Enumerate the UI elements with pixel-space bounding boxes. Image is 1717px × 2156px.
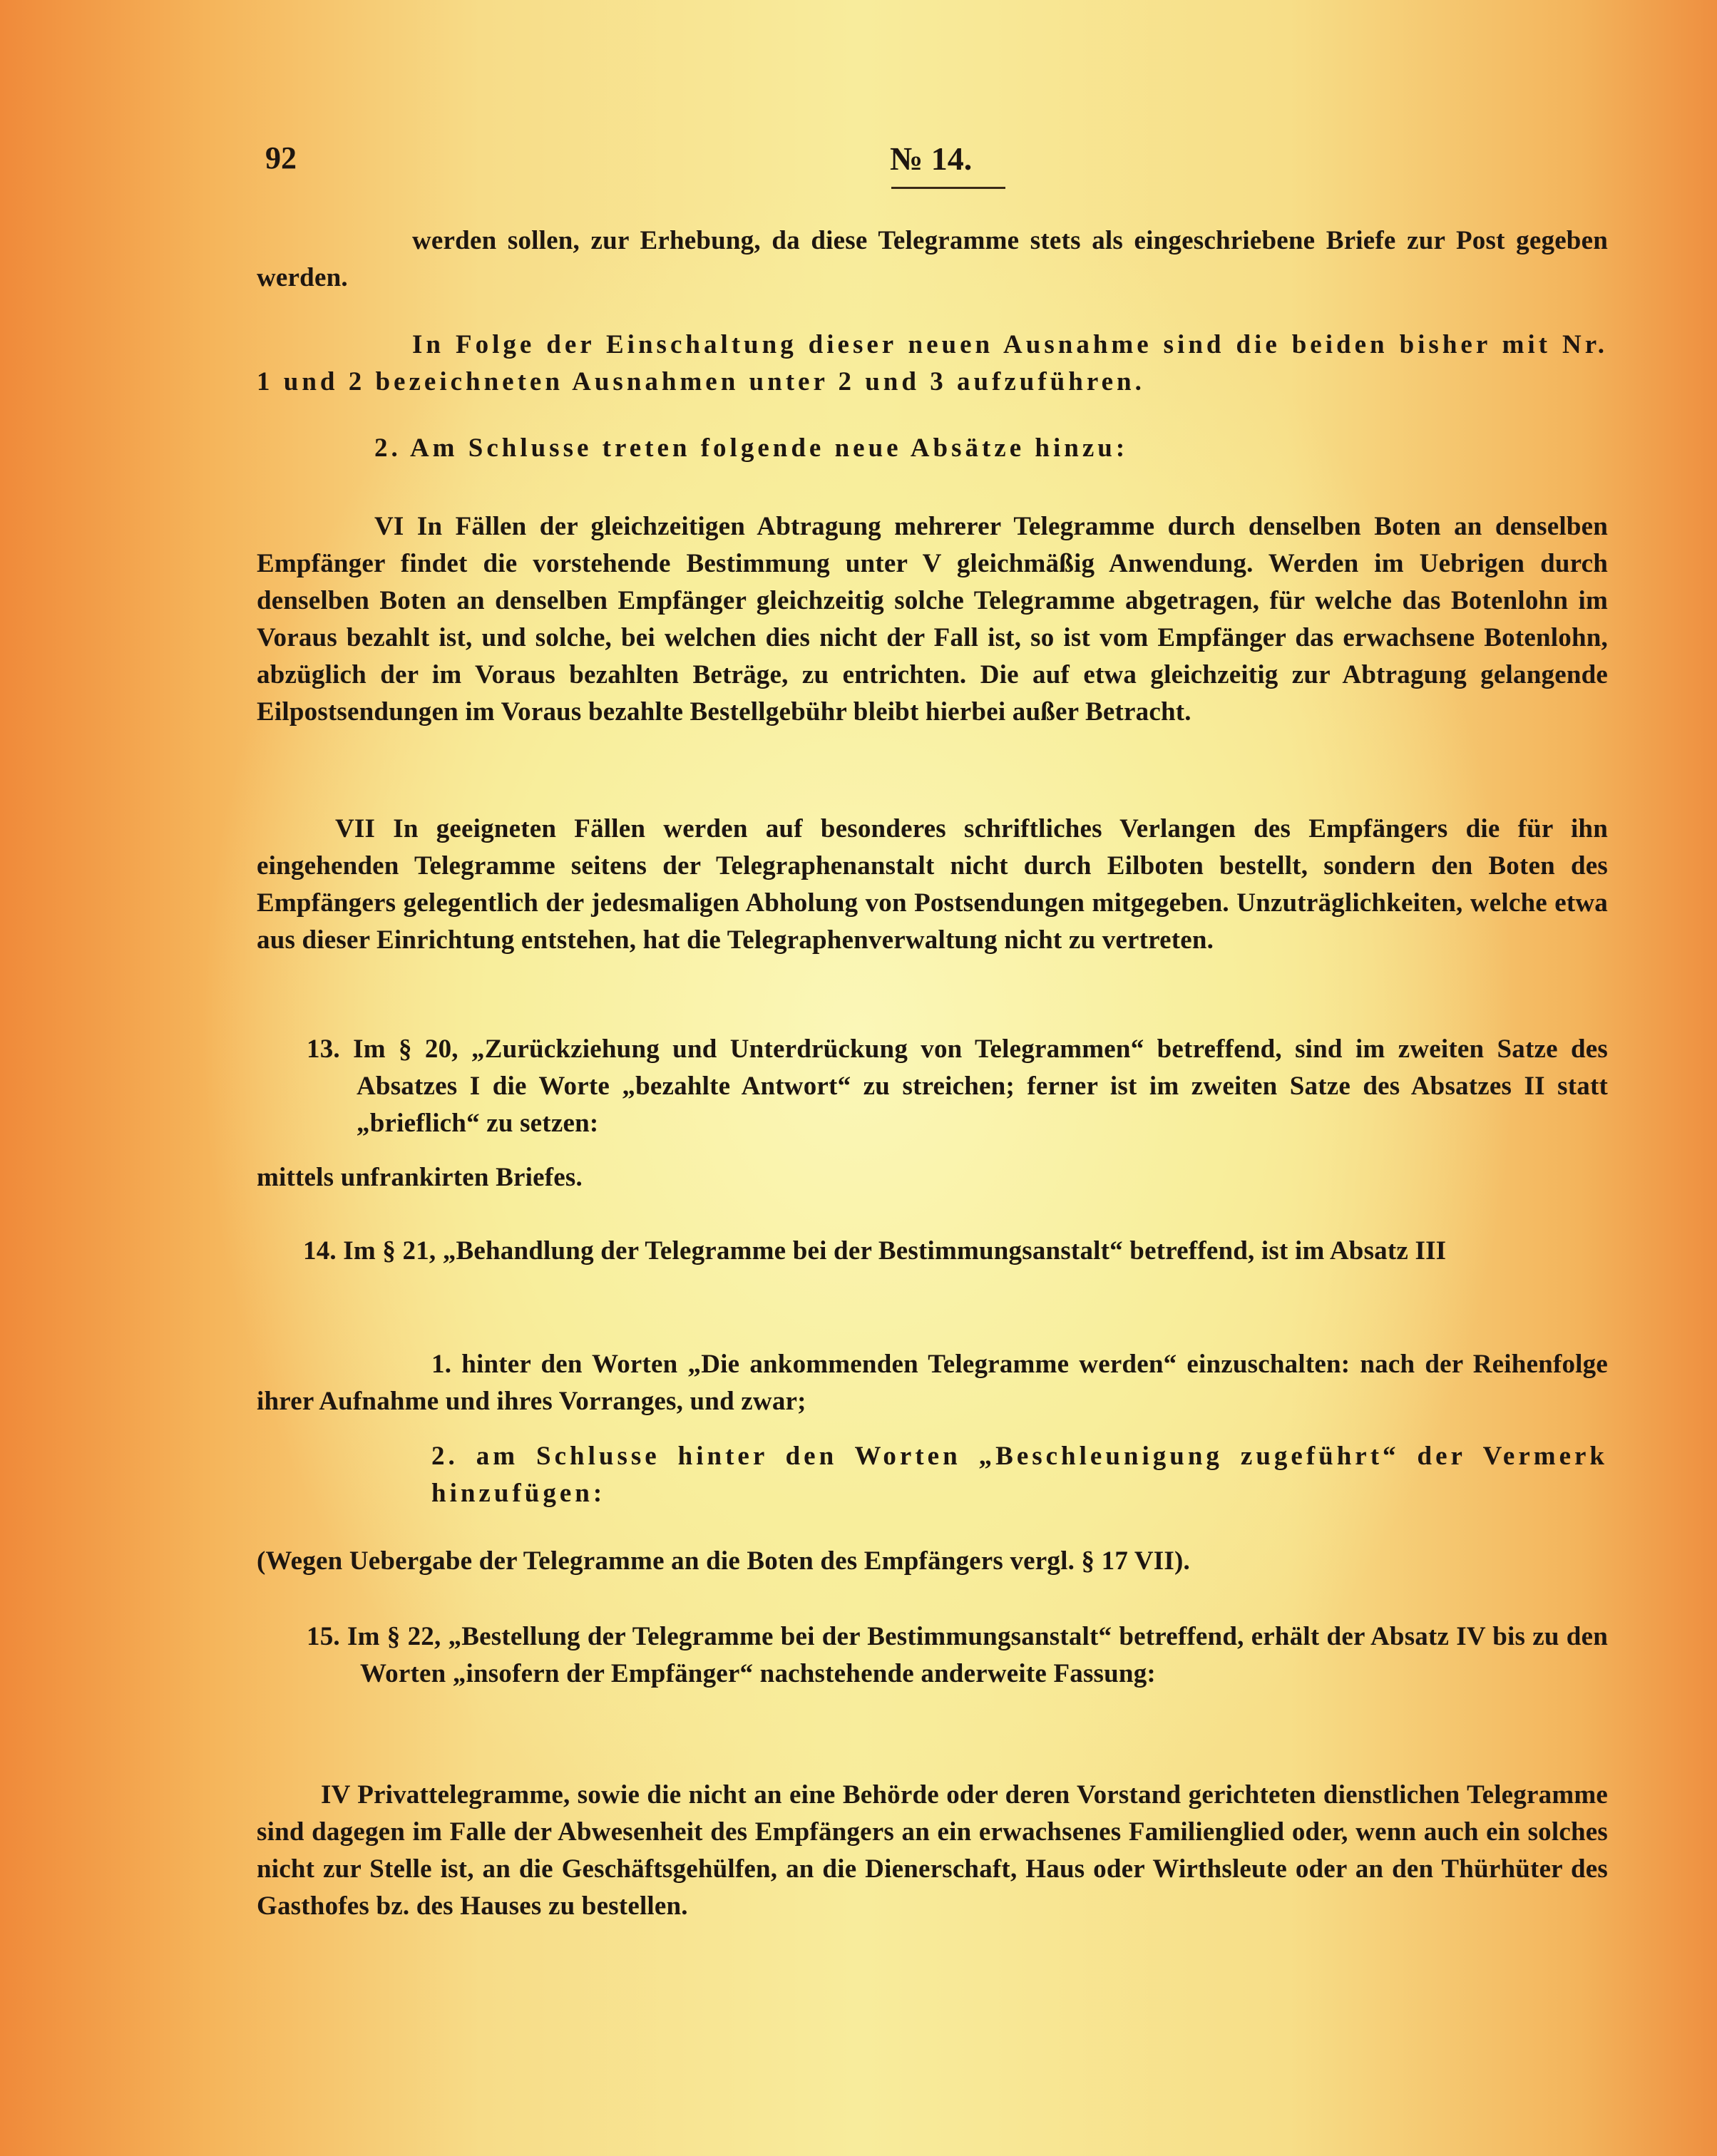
paragraph-renumbering: In Folge der Einschaltung dieser neuen Ausnahme sind die beiden bisher mit Nr. 1 und 2 bezeichneten Ausnahmen unter 2 und 3 aufzuführen.	[257, 330, 1608, 396]
issue-number: № 14.	[890, 140, 973, 177]
paragraph-replacement-text: mittels unfrankirten Briefes.	[257, 1163, 583, 1192]
page-number: 92	[265, 140, 297, 175]
paragraph-item-14-2: 2. am Schlusse hinter den Worten „Beschleunigung zugeführt“ der Vermerk hinzufügen:	[431, 1442, 1608, 1508]
paragraph-item-13: 13. Im § 20, „Zurückziehung und Unterdrückung von Telegrammen“ betreffend, sind im zweiten Satze des Absatzes I die Worte „bezahlte Antwort“ zu streichen; ferner ist im zweiten Satze des Absatzes II statt „brieflich“ zu setzen:	[307, 1035, 1608, 1138]
paragraph-item-2: 2. Am Schlusse treten folgende neue Absätze hinzu:	[374, 433, 1129, 463]
paragraph-section-vi: VI In Fällen der gleichzeitigen Abtragung mehrerer Telegramme durch denselben Boten an denselben Empfänger findet die vorstehende Bestimmung unter V gleichmäßig Anwendung. Werden im Uebrigen durch denselben Boten an denselben Empfänger gleichzeitig solche Telegramme abgetragen, für welche das Botenlohn im Voraus bezahlt ist, und solche, bei welchen dies nicht der Fall ist, so ist vom Empfänger das erwachsene Botenlohn, abzüglich der im Voraus bezahlten Beträge, zu entrichten. Die auf etwa gleichzeitig zur Abtragung gelangende Eilpostsendungen im Voraus bezahlte Bestellgebühr bleibt hierbei außer Betracht.	[257, 512, 1608, 727]
paragraph-item-14: 14. Im § 21, „Behandlung der Telegramme bei der Bestimmungsanstalt“ betreffend, ist im Absatz III	[303, 1236, 1447, 1266]
paragraph-section-iv: IV Privattelegramme, sowie die nicht an eine Behörde oder deren Vorstand gerichteten dienstlichen Telegramme sind dagegen im Falle der Abwesenheit des Empfängers an ein erwachsenes Familienglied oder, wenn auch ein solches nicht zur Stelle ist, an die Geschäftsgehülfen, an die Dienerschaft, Haus oder Wirthsleute oder an den Thürhüter des Gasthofes bz. des Hauses zu bestellen.	[257, 1780, 1608, 1921]
paragraph-item-15: 15. Im § 22, „Bestellung der Telegramme bei der Bestimmungsanstalt“ betreffend, erhält der Absatz IV bis zu den Worten „insofern der Empfänger“ nachstehende anderweite Fassung:	[307, 1622, 1608, 1688]
paragraph-section-vii: VII In geeigneten Fällen werden auf besonderes schriftliches Verlangen des Empfängers die für ihn eingehenden Telegramme seitens der Telegraphenanstalt nicht durch Eilboten bestellt, sondern den Boten des Empfängers gelegentlich der jedesmaligen Abholung von Postsendungen mitgegeben. Unzuträglichkeiten, welche etwa aus dieser Einrichtung entstehen, hat die Telegraphenverwaltung nicht zu vertreten.	[257, 814, 1608, 955]
paragraph-item-14-1: 1. hinter den Worten „Die ankommenden Telegramme werden“ einzuschalten: nach der Reihenfolge ihrer Aufnahme und ihres Vorranges, und zwar;	[257, 1350, 1608, 1416]
paragraph-note: (Wegen Uebergabe der Telegramme an die Boten des Empfängers vergl. § 17 VII).	[257, 1546, 1190, 1576]
paragraph-continuation: werden sollen, zur Erhebung, da diese Telegramme stets als eingeschriebene Briefe zur Post gegeben werden.	[257, 226, 1608, 292]
header-rule	[891, 187, 1005, 189]
